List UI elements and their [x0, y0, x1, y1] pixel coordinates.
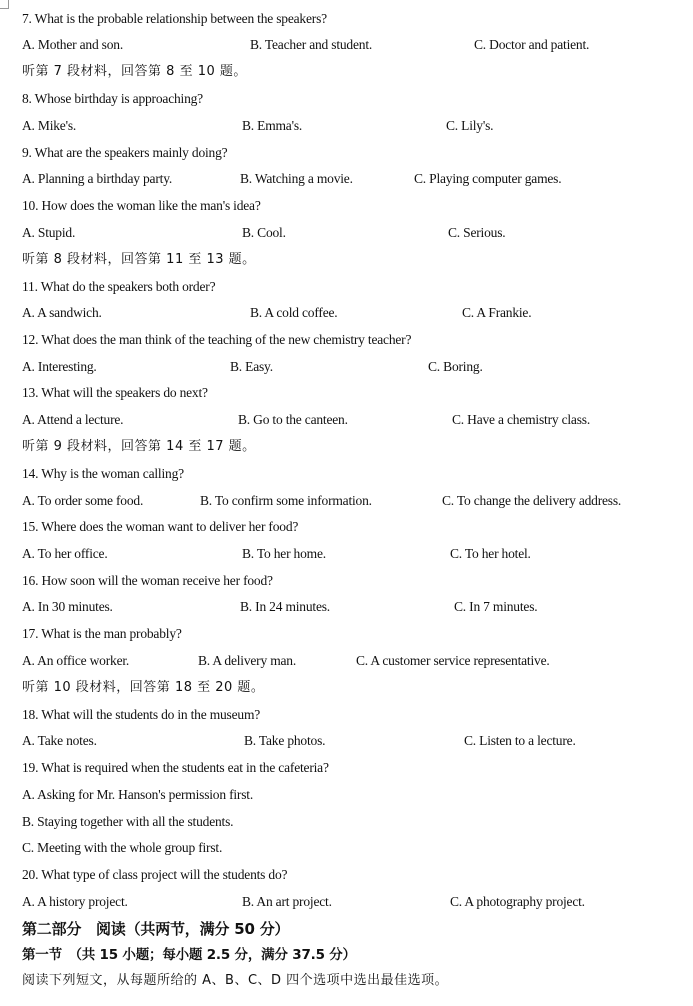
- answer-option: C. Serious.: [448, 225, 506, 240]
- answer-option: A. Mike's.: [22, 118, 77, 133]
- answer-option: C. Listen to a lecture.: [464, 733, 576, 748]
- question-text: 20. What type of class project will the students do?: [22, 867, 288, 882]
- answer-option: A. In 30 minutes.: [22, 599, 113, 614]
- answer-option: A. Stupid.: [22, 225, 76, 240]
- section-instruction: 听第 10 段材料，回答第 18 至 20 题。: [22, 680, 265, 695]
- question-text: 15. Where does the woman want to deliver her food?: [22, 519, 299, 534]
- section-instruction: 听第 9 段材料，回答第 14 至 17 题。: [22, 439, 256, 454]
- answer-option: B. To confirm some information.: [200, 493, 372, 508]
- section-instruction: 听第 8 段材料，回答第 11 至 13 题。: [22, 252, 256, 267]
- answer-option: A. To her office.: [22, 546, 108, 561]
- answer-option: A. Interesting.: [22, 359, 97, 374]
- section-instruction: 听第 7 段材料，回答第 8 至 10 题。: [22, 64, 247, 79]
- answer-option: A. Take notes.: [22, 733, 97, 748]
- answer-option: B. Easy.: [230, 359, 273, 374]
- answer-option: B. Watching a movie.: [240, 171, 353, 186]
- answer-option: C. Playing computer games.: [414, 171, 562, 186]
- answer-option: C. In 7 minutes.: [454, 599, 538, 614]
- answer-option: C. A photography project.: [450, 894, 585, 909]
- answer-option: A. Attend a lecture.: [22, 412, 124, 427]
- answer-option: B. A delivery man.: [198, 653, 297, 668]
- answer-option: A. An office worker.: [22, 653, 130, 668]
- question-text: 19. What is required when the students eat in the cafeteria?: [22, 760, 329, 775]
- answer-option: B. Teacher and student.: [250, 37, 373, 52]
- answer-option: A. To order some food.: [22, 493, 144, 508]
- answer-option: B. To her home.: [242, 546, 326, 561]
- section-heading: 第一节 （共 15 小题；每小题 2.5 分，满分 37.5 分）: [22, 947, 356, 963]
- answer-option: A. Mother and son.: [22, 37, 124, 52]
- answer-option: C. To her hotel.: [450, 546, 531, 561]
- question-text: 16. How soon will the woman receive her food?: [22, 573, 273, 588]
- answer-option: B. Cool.: [242, 225, 286, 240]
- answer-option: C. Lily's.: [446, 118, 494, 133]
- answer-option: A. A sandwich.: [22, 305, 102, 320]
- question-text: 14. Why is the woman calling?: [22, 466, 184, 481]
- part-heading: 第二部分 阅读（共两节，满分 50 分）: [22, 920, 290, 938]
- answer-option: B. Take photos.: [244, 733, 326, 748]
- section-instruction: 阅读下列短文，从每题所给的 A、B、C、D 四个选项中选出最佳选项。: [22, 973, 449, 988]
- question-text: 9. What are the speakers mainly doing?: [22, 145, 228, 160]
- question-text: A. Asking for Mr. Hanson's permission first.: [22, 787, 254, 802]
- answer-option: B. A cold coffee.: [250, 305, 338, 320]
- question-text: 10. How does the woman like the man's idea?: [22, 198, 261, 213]
- question-text: 17. What is the man probably?: [22, 626, 182, 641]
- answer-option: C. A customer service representative.: [356, 653, 550, 668]
- answer-option: B. Emma's.: [242, 118, 303, 133]
- question-text: 7. What is the probable relationship between the speakers?: [22, 11, 327, 26]
- question-text: 18. What will the students do in the museum?: [22, 707, 261, 722]
- answer-option: C. Doctor and patient.: [474, 37, 590, 52]
- answer-option: C. Have a chemistry class.: [452, 412, 591, 427]
- answer-option: B. In 24 minutes.: [240, 599, 330, 614]
- answer-option: A. Planning a birthday party.: [22, 171, 173, 186]
- question-text: 11. What do the speakers both order?: [22, 279, 216, 294]
- question-text: 8. Whose birthday is approaching?: [22, 91, 203, 106]
- answer-option: C. To change the delivery address.: [442, 493, 622, 508]
- question-text: B. Staying together with all the students.: [22, 814, 234, 829]
- question-text: 13. What will the speakers do next?: [22, 385, 208, 400]
- answer-option: B. Go to the canteen.: [238, 412, 348, 427]
- answer-option: C. A Frankie.: [462, 305, 532, 320]
- answer-option: C. Boring.: [428, 359, 483, 374]
- answer-option: A. A history project.: [22, 894, 128, 909]
- page-corner-mark: [0, 0, 9, 9]
- question-text: 12. What does the man think of the teaching of the new chemistry teacher?: [22, 332, 412, 347]
- question-text: C. Meeting with the whole group first.: [22, 840, 223, 855]
- answer-option: B. An art project.: [242, 894, 332, 909]
